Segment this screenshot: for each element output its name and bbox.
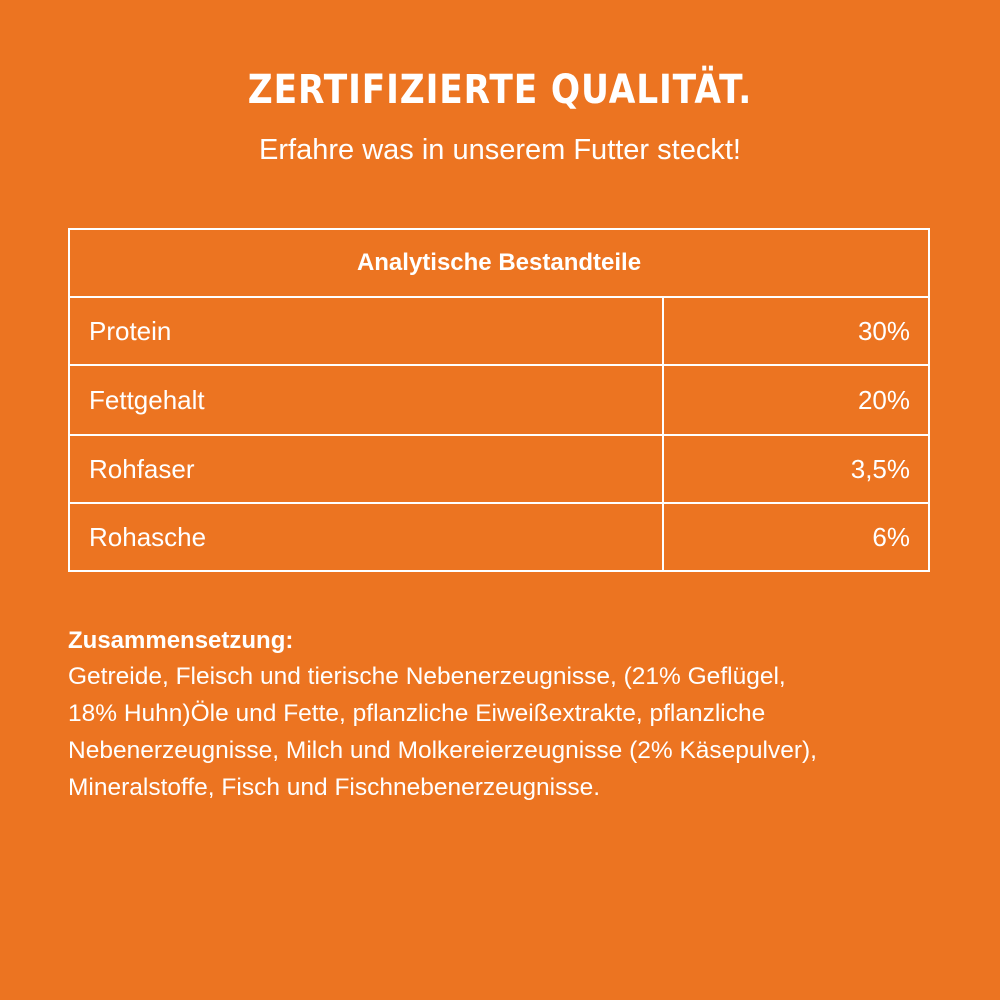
table-row [70, 504, 928, 570]
composition-text [68, 658, 948, 806]
constituent-value: 20% [857, 384, 910, 415]
constituent-value: 6% [872, 521, 910, 552]
composition-line: Mineralstoffe, Fisch und Fischnebenerzeugnisse. [68, 774, 601, 801]
constituent-name: Rohasche [70, 504, 664, 570]
table-row [70, 366, 928, 436]
analytical-constituents-table [68, 228, 930, 572]
table-heading: Analytische Bestandteile [70, 230, 928, 298]
constituent-name: Protein [70, 298, 664, 364]
constituent-name: Rohfaser [70, 436, 664, 502]
composition-line: 18% Huhn)Öle und Fette, pflanzliche Eiweißextrakte, pflanzliche [68, 700, 766, 727]
table-row [70, 436, 928, 504]
constituent-name: Fettgehalt [70, 366, 664, 434]
composition-line: Nebenerzeugnisse, Milch und Molkereierzeugnisse (2% Käsepulver), [68, 737, 817, 764]
composition-section [68, 624, 948, 806]
constituent-value: 30% [857, 315, 910, 346]
composition-heading: Zusammensetzung: [68, 627, 294, 654]
page-subtitle: Erfahre was in unserem Futter steckt! [259, 134, 741, 166]
composition-line: Getreide, Fleisch und tierische Nebenerzeugnisse, (21% Geflügel, [68, 663, 786, 690]
page-title: ZERTIFIZIERTE QUALITÄT. [247, 67, 753, 113]
table-row [70, 298, 928, 366]
constituent-value: 3,5% [850, 453, 910, 484]
